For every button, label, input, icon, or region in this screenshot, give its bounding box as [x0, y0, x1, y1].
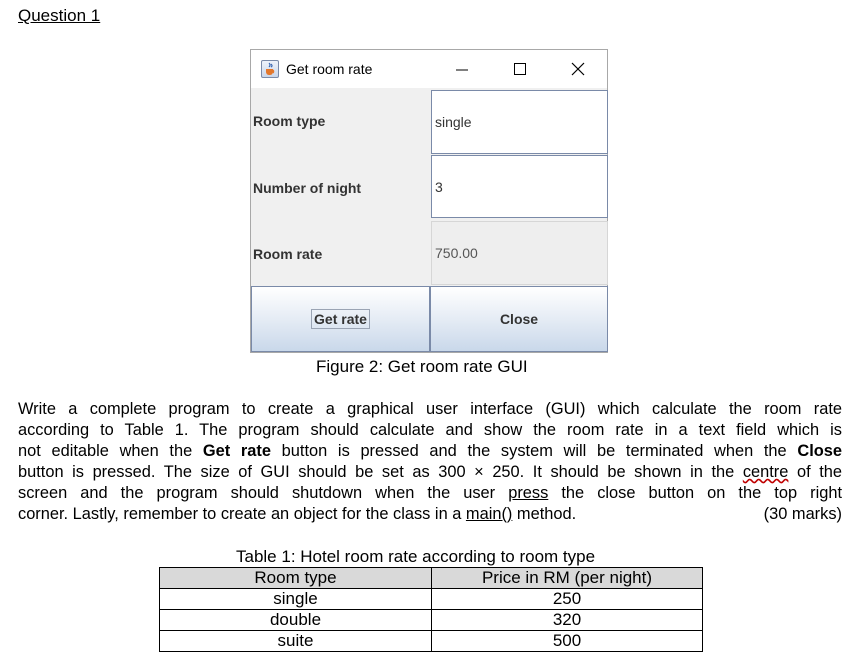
close-button-label: Close	[499, 311, 539, 327]
maximize-button[interactable]	[497, 50, 543, 88]
table-header-cell: Room type	[160, 568, 432, 589]
room-rate-label: Room rate	[253, 246, 323, 262]
table-cell: single	[160, 589, 432, 610]
room-rate-table	[159, 567, 703, 652]
table-row	[160, 589, 703, 610]
paragraph-line: Write a complete program to create a graphical user interface (GUI) which calculate the room rate	[18, 400, 842, 418]
table-row	[160, 610, 703, 631]
minimize-icon	[455, 62, 469, 76]
window-titlebar[interactable]	[251, 50, 607, 88]
table-caption: Table 1: Hotel room rate according to room type	[236, 547, 596, 566]
close-window-button[interactable]	[555, 50, 601, 88]
table-cell: 320	[432, 610, 703, 631]
java-cup-icon	[261, 60, 279, 78]
maximize-icon	[513, 62, 527, 76]
paragraph-line: button is pressed. The size of GUI should be set as 300 × 250. It should be shown in the centre of the	[18, 463, 843, 481]
get-rate-button-label: Get rate	[311, 309, 370, 329]
get-rate-button[interactable]	[251, 286, 430, 352]
close-button[interactable]	[430, 286, 608, 352]
close-icon	[571, 62, 585, 76]
spellcheck-word: centre	[742, 463, 789, 481]
room-type-field[interactable]: single	[431, 90, 608, 154]
table-cell: 500	[432, 631, 703, 652]
table-row	[160, 631, 703, 652]
paragraph-line: corner. Lastly, remember to create an object for the class in a main() method. (30 marks)	[18, 505, 842, 523]
close-emphasis: Close	[797, 442, 842, 460]
paragraph-line: screen and the program should shutdown when the user press the close button on the top right	[18, 484, 843, 502]
window-title: Get room rate	[286, 61, 373, 77]
get-room-rate-window	[250, 49, 608, 353]
grammar-flag-word: main()	[465, 505, 513, 523]
room-rate-field: 750.00	[431, 221, 608, 285]
question-paragraph	[18, 399, 842, 525]
paragraph-line: not editable when the Get rate button is pressed and the system will be terminated when the Close	[18, 442, 842, 460]
number-of-night-field[interactable]: 3	[431, 155, 608, 218]
number-of-night-label: Number of night	[253, 180, 362, 196]
table-cell: double	[160, 610, 432, 631]
paragraph-line: according to Table 1. The program should calculate and show the room rate in a text field which is	[18, 421, 842, 439]
figure-caption: Figure 2: Get room rate GUI	[316, 357, 528, 376]
question-heading: Question 1	[18, 6, 101, 25]
table-header-row	[160, 568, 703, 589]
table-cell: suite	[160, 631, 432, 652]
table-header-cell: Price in RM (per night)	[432, 568, 703, 589]
get-rate-emphasis: Get rate	[202, 442, 271, 460]
room-type-label: Room type	[253, 113, 326, 129]
grammar-flag-word: press	[508, 484, 549, 502]
marks-label: (30 marks)	[763, 505, 842, 523]
table-cell: 250	[432, 589, 703, 610]
minimize-button[interactable]	[439, 50, 485, 88]
window-content	[251, 88, 607, 352]
